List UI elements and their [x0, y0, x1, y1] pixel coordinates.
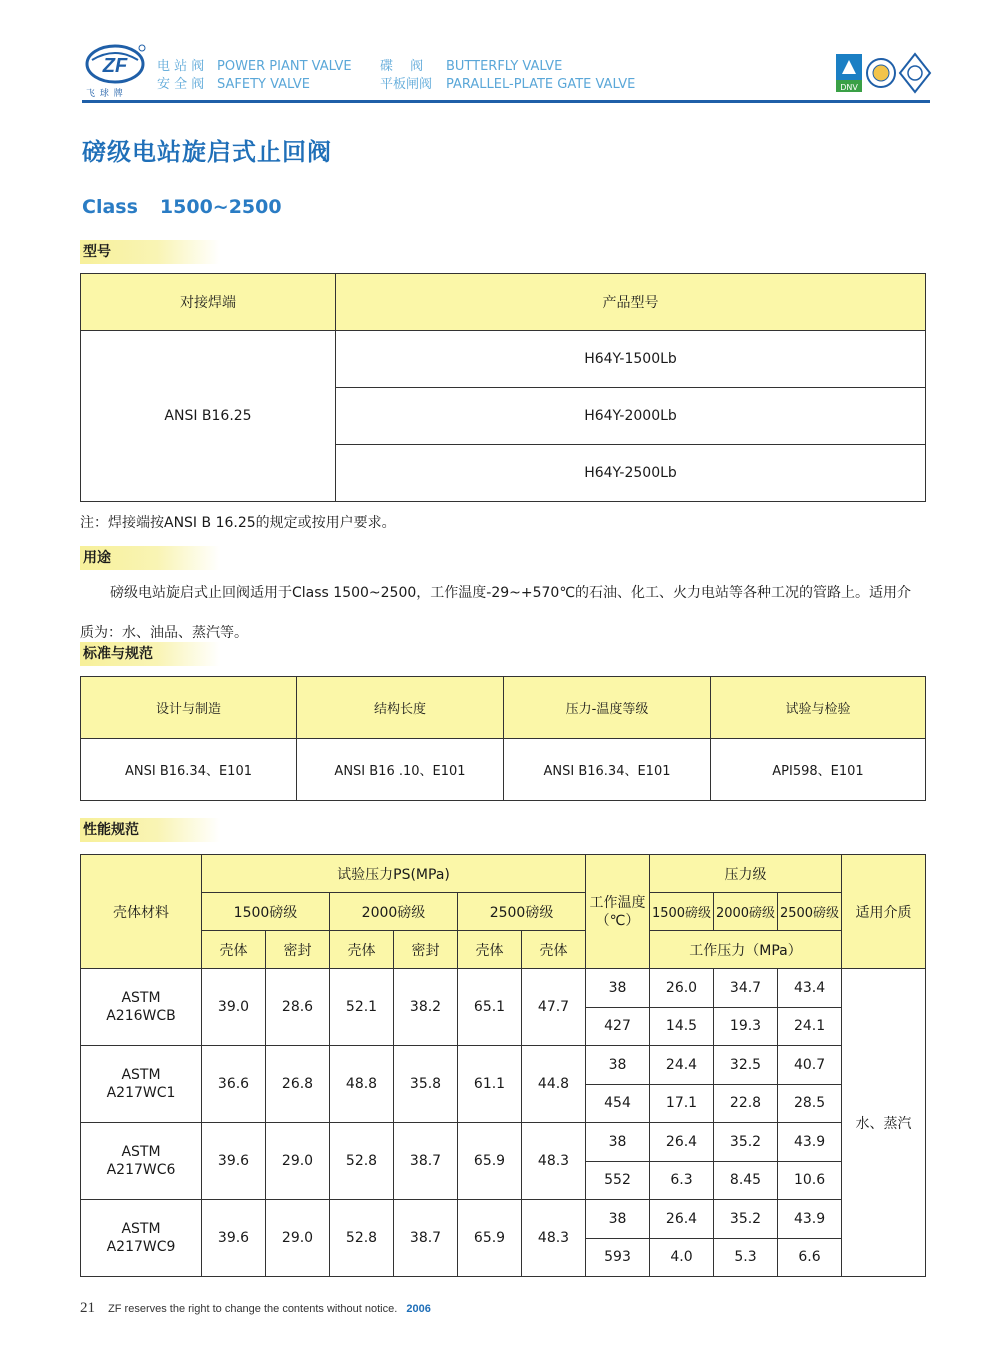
work-pressure-cell: 26.4: [650, 1123, 714, 1162]
header-design: 设计与制造: [81, 677, 297, 739]
header-work-pressure: 工作压力（MPa）: [650, 931, 842, 969]
test-pressure-cell: 38.2: [394, 969, 458, 1046]
page-title: 磅级电站旋启式止回阀: [82, 138, 332, 166]
temperature-cell: 427: [586, 1007, 650, 1046]
work-pressure-cell: 34.7: [714, 969, 778, 1008]
dnv-label: DNV: [840, 83, 858, 92]
class-range: Class 1500~2500: [82, 196, 282, 218]
page-number: 21: [80, 1300, 95, 1316]
test-pressure-cell: 39.6: [202, 1200, 266, 1277]
material-cell: ASTM A217WC9: [81, 1200, 202, 1277]
header-col-2: POWER PIANT VALVE SAFETY VALVE: [217, 59, 352, 92]
test-pressure-cell: 36.6: [202, 1046, 266, 1123]
test-pressure-cell: 26.8: [266, 1046, 330, 1123]
header-seal: 密封: [266, 931, 330, 969]
header-col-1: 电 站 阀 安 全 阀: [157, 59, 205, 92]
temperature-cell: 593: [586, 1238, 650, 1277]
svg-text:ZF: ZF: [102, 55, 128, 77]
header-medium: 适用介质: [842, 855, 926, 969]
temperature-cell: 552: [586, 1161, 650, 1200]
header-shell: 壳体: [330, 931, 394, 969]
header-rating: 压力-温度等级: [504, 677, 711, 739]
test-pressure-cell: 65.9: [458, 1123, 522, 1200]
table-row: [81, 739, 926, 801]
work-pressure-cell: 35.2: [714, 1123, 778, 1162]
work-pressure-cell: 5.3: [714, 1238, 778, 1277]
test-pressure-cell: 52.1: [330, 969, 394, 1046]
table-header-row: [81, 931, 926, 969]
section-performance-label: 性能规范: [80, 818, 220, 842]
work-pressure-cell: 28.5: [778, 1084, 842, 1123]
test-pressure-cell: 47.7: [522, 969, 586, 1046]
material-cell: ASTM A217WC6: [81, 1123, 202, 1200]
header-col-3: 碟 阀 平板闸阀: [380, 59, 433, 92]
work-pressure-cell: 10.6: [778, 1161, 842, 1200]
section-standards-label: 标准与规范: [80, 642, 220, 666]
work-pressure-cell: 4.0: [650, 1238, 714, 1277]
header-end-type: 对接焊端: [81, 274, 336, 331]
header-testing: 试验与检验: [711, 677, 926, 739]
material-cell: ASTM A216WCB: [81, 969, 202, 1046]
performance-table: [80, 854, 926, 1277]
work-pressure-cell: 19.3: [714, 1007, 778, 1046]
work-pressure-cell: 6.3: [650, 1161, 714, 1200]
test-pressure-cell: 29.0: [266, 1200, 330, 1277]
header-shell: 壳体: [522, 931, 586, 969]
test-pressure-cell: 48.3: [522, 1123, 586, 1200]
header-material: 壳体材料: [81, 855, 202, 969]
test-pressure-cell: 48.3: [522, 1200, 586, 1277]
section-usage-label: 用途: [80, 546, 220, 570]
header-pc-1500: 1500磅级: [650, 893, 714, 931]
temperature-cell: 38: [586, 1200, 650, 1239]
work-pressure-cell: 17.1: [650, 1084, 714, 1123]
logo-text: 飞 球 牌: [86, 89, 124, 99]
model-cell: H64Y-1500Lb: [336, 331, 926, 388]
model-cell: H64Y-2000Lb: [336, 388, 926, 445]
temperature-cell: 38: [586, 1123, 650, 1162]
header-test-pressure: 试验压力PS(MPa): [202, 855, 586, 893]
test-pressure-cell: 28.6: [266, 969, 330, 1046]
table-header-row: [81, 677, 926, 739]
test-pressure-cell: 39.0: [202, 969, 266, 1046]
work-pressure-cell: 43.9: [778, 1123, 842, 1162]
page-footer: [80, 1300, 431, 1317]
table-header-row: [81, 274, 926, 331]
note-text: 注：焊接端按ANSI B 16.25的规定或按用户要求。: [80, 515, 396, 531]
model-cell: H64Y-2500Lb: [336, 445, 926, 502]
test-pressure-cell: 65.9: [458, 1200, 522, 1277]
test-pressure-cell: 29.0: [266, 1123, 330, 1200]
certification-icons: [836, 50, 932, 96]
table-row: [81, 331, 926, 388]
header-class-2000: 2000磅级: [330, 893, 458, 931]
header-class-2500: 2500磅级: [458, 893, 586, 931]
header-pressure-class: 压力级: [650, 855, 842, 893]
test-pressure-cell: 44.8: [522, 1046, 586, 1123]
material-cell: ASTM A217WC1: [81, 1046, 202, 1123]
footer-disclaimer: ZF reserves the right to change the contents without notice.: [108, 1303, 398, 1315]
model-table: [80, 273, 926, 502]
test-pressure-cell: 52.8: [330, 1200, 394, 1277]
standard-cell: ANSI B16.34、E101: [504, 739, 711, 801]
header-col-4: BUTTERFLY VALVE PARALLEL-PLATE GATE VALVE: [446, 59, 636, 92]
header-seal: 密封: [394, 931, 458, 969]
usage-text: 磅级电站旋启式止回阀适用于Class 1500~2500，工作温度-29~+570℃的石油、化工、火力电站等各种工况的管路上。适用介质为：水、油品、蒸汽等。: [80, 585, 912, 641]
end-type-cell: ANSI B16.25: [81, 331, 336, 502]
header-pc-2000: 2000磅级: [714, 893, 778, 931]
header-class-1500: 1500磅级: [202, 893, 330, 931]
test-pressure-cell: 61.1: [458, 1046, 522, 1123]
test-pressure-cell: 65.1: [458, 969, 522, 1046]
table-row: [81, 969, 926, 1008]
work-pressure-cell: 43.9: [778, 1200, 842, 1239]
standard-cell: API598、E101: [711, 739, 926, 801]
header-shell: 壳体: [458, 931, 522, 969]
work-pressure-cell: 24.1: [778, 1007, 842, 1046]
header-shell: 壳体: [202, 931, 266, 969]
work-pressure-cell: 8.45: [714, 1161, 778, 1200]
table-header-row: [81, 855, 926, 893]
test-pressure-cell: 38.7: [394, 1123, 458, 1200]
work-pressure-cell: 6.6: [778, 1238, 842, 1277]
work-pressure-cell: 24.4: [650, 1046, 714, 1085]
work-pressure-cell: 14.5: [650, 1007, 714, 1046]
table-header-row: [81, 893, 926, 931]
header-length: 结构长度: [297, 677, 504, 739]
work-pressure-cell: 32.5: [714, 1046, 778, 1085]
header-temp: 工作温度（℃）: [586, 855, 650, 969]
table-row: [81, 1200, 926, 1239]
header-divider: [82, 100, 930, 103]
section-model-label: 型号: [80, 240, 220, 264]
test-pressure-cell: 48.8: [330, 1046, 394, 1123]
table-row: [81, 1046, 926, 1085]
temperature-cell: 454: [586, 1084, 650, 1123]
work-pressure-cell: 26.4: [650, 1200, 714, 1239]
work-pressure-cell: 43.4: [778, 969, 842, 1008]
work-pressure-cell: 40.7: [778, 1046, 842, 1085]
medium-cell: 水、蒸汽: [842, 969, 926, 1277]
test-pressure-cell: 35.8: [394, 1046, 458, 1123]
standard-cell: ANSI B16.34、E101: [81, 739, 297, 801]
table-row: [81, 1123, 926, 1162]
test-pressure-cell: 52.8: [330, 1123, 394, 1200]
header-model: 产品型号: [336, 274, 926, 331]
page-header: [0, 0, 1000, 110]
standard-cell: ANSI B16 .10、E101: [297, 739, 504, 801]
test-pressure-cell: 39.6: [202, 1123, 266, 1200]
work-pressure-cell: 35.2: [714, 1200, 778, 1239]
temperature-cell: 38: [586, 1046, 650, 1085]
work-pressure-cell: 22.8: [714, 1084, 778, 1123]
test-pressure-cell: 38.7: [394, 1200, 458, 1277]
work-pressure-cell: 26.0: [650, 969, 714, 1008]
temperature-cell: 38: [586, 969, 650, 1008]
standards-table: [80, 676, 926, 801]
header-pc-2500: 2500磅级: [778, 893, 842, 931]
footer-year: 2006: [406, 1303, 431, 1315]
